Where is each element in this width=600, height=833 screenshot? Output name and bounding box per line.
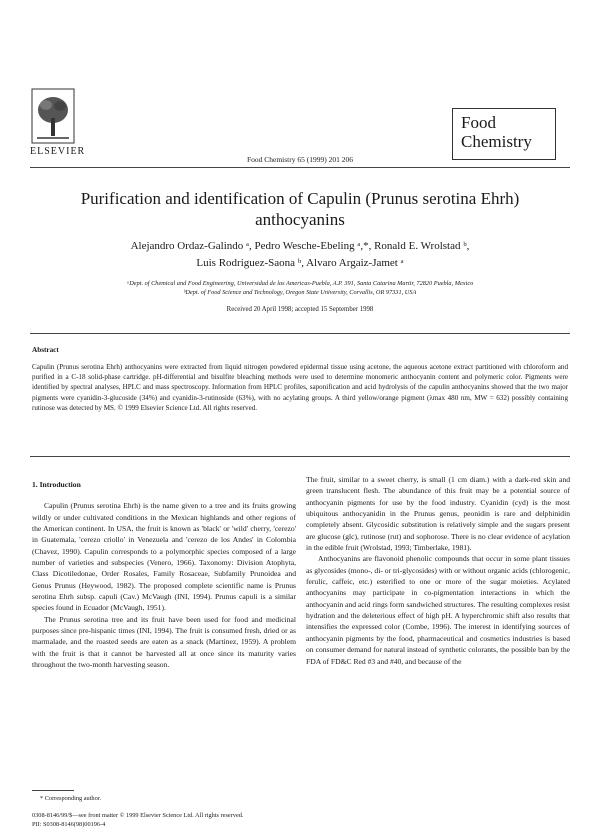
- intro-paragraph-3: The fruit, similar to a sweet cherry, is small (1 cm diam.) with a dark-red skin and green translucent flesh. The abundance of this fruit may be a potential source of anthocyanin pigments for use by the food industry. Cyanidin (cyd) is the most ubiquitous anthocyanidin in the Prunus genus, peonidin is rare and delphinidin completely absent. Glycosidic substitution is relatively simple and the sugars present are glucose (glc), rutinose (rut) and sophorose. There is no clear evidence of acylation in the edible fruit (Wrolstad, 1993; Timberlake, 1981).: [306, 475, 570, 553]
- affiliations: [40, 279, 560, 297]
- intro-paragraph-1: Capulin (Prunus serotina Ehrh) is the name given to a tree and its fruits growing wildly or under cultivated conditions in the Mexican highlands and other regions of the American continent. In USA, the fruit is known as 'black' or 'wild' cherry, 'cerezo' in Guatemala, 'cerezo criollo' in Venezuela and 'cerezo de los Andes' in Colombia (Chavez, 1990). Capulin corresponds to a polymorphic species composed of a large number of varieties and subspecies (Venero, 1966). Taxonomy: Division Atophyta, Class Dicotiledonae, Order Rosales, Family Rosaceae, Subfamily Prunoidea and Genus Prunus (Heywood, 1982). The proposed complete scientific name is Prunus serotina Ehrh subsp. capuli (Cav.) McVaugh (INI, 1994). Prunus capuli is a similar species found in Ecuador (McVaugh, 1951).: [32, 501, 296, 613]
- authors-line1: Alejandro Ordaz-Galindo ᵃ, Pedro Wesche-Ebeling ᵃ,*, Ronald E. Wrolstad ᵇ,: [130, 240, 470, 252]
- journal-logo-line1: Food: [461, 113, 496, 132]
- footnote: * Corresponding author.: [40, 795, 102, 802]
- section-heading: 1. Introduction: [32, 480, 81, 489]
- footnote-divider: [32, 790, 74, 791]
- abstract-heading: Abstract: [32, 346, 59, 354]
- publisher-name: ELSEVIER: [30, 146, 86, 157]
- authors-line2: Luis Rodriguez-Saona ᵇ, Alvaro Argaiz-Jamet ᵃ: [196, 257, 404, 269]
- abstract-top-divider: [30, 333, 570, 334]
- header-divider: [30, 167, 570, 168]
- journal-logo-line2: Chemistry: [461, 132, 532, 151]
- publisher-logo: [30, 88, 86, 157]
- abstract-text: Capulin (Prunus serotina Ehrh) anthocyanins were extracted from liquid nitrogen powdered epidermal tissue using acetone, the aqueous acetone extract partitioned with chloroform and purified in a C-18 solid-phase cartridge. pH-differential and bisulfite bleaching methods were used to determine monomeric anthocyanin content and polymeric color. Pigments were identified by spectral analyses, HPLC and mass spectroscopy. Information from HPLC profiles, saponification and acid hydrolysis of the capulin anthocyanins showed that the two major pigments were cyanidin-3-glucoside (34%) and cyanidin-3-rutinoside (63%), with no acylating groups. A third yellow/orange pigment (λmax 480 nm, MW = 632) possibly containing rutinose was detected by MS. © 1999 Elsevier Science Ltd. All rights reserved.: [32, 363, 568, 412]
- journal-logo: [452, 108, 556, 160]
- intro-paragraph-4: Anthocyanins are flavonoid phenolic compounds that occur in some plant tissues as glycosides (mono-, di- or tri-glycosides) with or without organic acids (chlorogenic, ferulic, caffeic, etc.) esterified to one or more of the sugar moieties. Acylated anthocyanins may participate in co-pigmentation interactions in which the anthocyanin and acid rings form sandwiched structures. The resulting complexes resist hydration and the deleterious effect of high pH. A hyperchromic shift also results that intensifies the expressed color (Combe, 1996). The interest in identifying sources of anthocyanin pigments by the food, pharmaceutical and cosmetics industries is based on consumer demand for natural instead of synthetic colorants, the possible ban by the FDA of FD&C Red #3 and #40, and because of the: [306, 554, 570, 666]
- affiliation-b: ᵇDept. of Food Science and Technology, Oregon State University, Corvallis, OR 97331, USA: [183, 289, 417, 296]
- footer-line1: 0308-8146/99/$—see front matter © 1999 Elsevier Science Ltd. All rights reserved.: [32, 812, 244, 819]
- author-list: [60, 238, 540, 272]
- intro-paragraph-2: The Prunus serotina tree and its fruit have been used for food and medicinal purposes since pre-hispanic times (INI, 1994). The fruit is consumed fresh, dried or as marmalade, and the roasted seeds are eaten as a snack (Martinez, 1959). A problem with the fruit is that it cannot be harvested all at once since its maturity varies throughout the two-month harvesting season.: [32, 614, 296, 670]
- left-column: [32, 472, 296, 671]
- received-dates: Received 20 April 1998; accepted 15 September 1998: [226, 306, 374, 313]
- right-column: [306, 474, 570, 667]
- footer-line2: PII: S0308-8146(98)00196-4: [32, 820, 106, 828]
- journal-citation: Food Chemistry 65 (1999) 201 206: [246, 155, 354, 164]
- elsevier-tree-icon: [31, 88, 75, 144]
- affiliation-a: ᵃDept. of Chemical and Food Engineering, Universidad de las Americas-Puebla, A.P. 391, Santa Catarina Martir, 72820 Puebla, Mexico: [126, 280, 474, 287]
- abstract-bottom-divider: [30, 456, 570, 457]
- article-title: Purification and identification of Capulin (Prunus serotina Ehrh) anthocyanins: [80, 189, 520, 229]
- copyright-footer: [32, 812, 243, 829]
